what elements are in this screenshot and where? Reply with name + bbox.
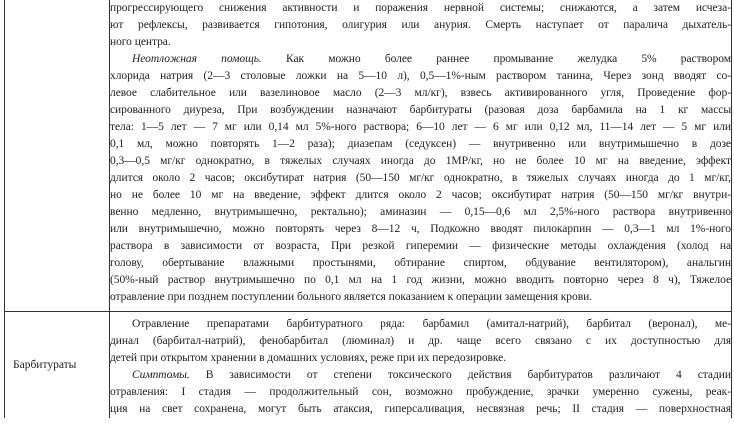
section-label-symptoms: Симптомы.	[132, 369, 190, 381]
row-label-cell-empty	[5, 0, 110, 312]
text-line: тела: 1—5 лет — 7 мг или 0,14 мл 5%-ного раствора; 6—10 лет — 6 мг или 0,12 мл, 11—14 лет — 5 мг или	[110, 121, 731, 133]
text-line: хлорида натрия (2—3 столовые ложки на 5—10 л), 0,5—1%-ным раствором танина, Через зонд вводят со-	[110, 70, 731, 82]
row-label-cell-barbiturates	[5, 312, 110, 419]
text-line: раствора в зависимости от возраста, При резкой гиперемии — физические методы охлаждения (холод на	[110, 240, 731, 252]
text-line-lead	[110, 367, 731, 384]
text-line: левое слабительное или вазелиновое масло (2—3 мл/кг), взвесь активированного угля, Проведение фор-	[110, 87, 731, 99]
text-line-rest: В зависимости от степени токсического действия барбитуратов различают 4 стадии	[189, 369, 731, 381]
text-line-lead	[110, 51, 731, 68]
table-row-emergency	[5, 0, 732, 312]
text-cell-emergency	[110, 0, 732, 312]
text-line: или внутримышечно, можно повторять через 8—12 ч, Подкожно вводят пилокарпин — 0,3—1 мл 1%-ного	[110, 223, 731, 235]
text-line-rest: Как можно более раннее промывание желудка 5% раствором	[261, 53, 731, 65]
text-cell-barbiturates	[110, 312, 732, 419]
text-line: детей при открытом хранении в домашних условиях, реже при их передозировке.	[110, 352, 507, 364]
text-line: венно медленно, внутримышечно, ректально); аминазин — 0,15—0,6 мл 2,5%-ного раствора внутривенно	[110, 206, 731, 218]
table-row-barbiturates	[5, 312, 732, 419]
text-line: ция на свет сохранена, могут быть атаксия, гиперсаливация, несвязная речь; II стадия — поверхностная	[110, 403, 731, 415]
text-line: отравление при позднем поступлении больного является показанием к операции замещения крови.	[110, 291, 592, 303]
text-line: динал (барбитал-натрий), фенобарбитал (люминал) и др. чаще всего связано с их доступностью для	[110, 335, 731, 347]
document-table	[4, 0, 732, 418]
text-line: отравления: I стадия — продолжительный сон, возможно пробуждение, зрачки умеренно сужены, реак-	[110, 386, 731, 398]
text-line: 0,3—0,5 мг/кг однократно, в тяжелых случаях иногда до 1МР/кг, но не более 10 мг на введение, эффект	[110, 155, 731, 167]
text-line: но не более 10 мг на введение, эффект длится около 2 часов; оксибутират натрия (50—150 мг/кг внутри-	[110, 189, 731, 201]
text-line: ного центра.	[110, 36, 171, 48]
text-line: ют рефлексы, развивается гипотония, олигурия или анурия. Смерть наступает от паралича дыхатель-	[110, 19, 731, 31]
text-line: (50%-ный раствор внутримышечно по 0,1 мл на 1 год жизни, можно вводить повторно через 8 ч), Тяжелое	[110, 274, 731, 286]
row-label-barbiturates: Барбитураты	[13, 358, 77, 371]
text-line: прогрессирующего снижения активности и поражения нервной системы; снижаются, а затем исчеза-	[110, 2, 731, 14]
text-line: сированного диуреза, При возбуждении назначают барбитураты (разовая доза барбамила на 1 кг массы	[110, 104, 731, 116]
section-label-emergency-help: Неотложная помощь.	[132, 53, 262, 65]
text-line: Отравление препаратами барбитуратного ряда: барбамил (амитал-натрий), барбитал (веронал), ме-	[132, 318, 731, 330]
text-line: длится около 2 часов; оксибутират натрия (50—150 мг/кг однократно, в тяжелых случаях иногда до 1 мг/кг,	[110, 172, 731, 184]
text-line: голову, обертывание влажными простынями, обтирание спиртом, обдувание вентилятором), анальгин	[110, 257, 731, 269]
text-line: 0,1 мл, можно повторять 1—2 раза); диазепам (седуксен) — внутривенно или внутримышечно в дозе	[110, 138, 731, 150]
